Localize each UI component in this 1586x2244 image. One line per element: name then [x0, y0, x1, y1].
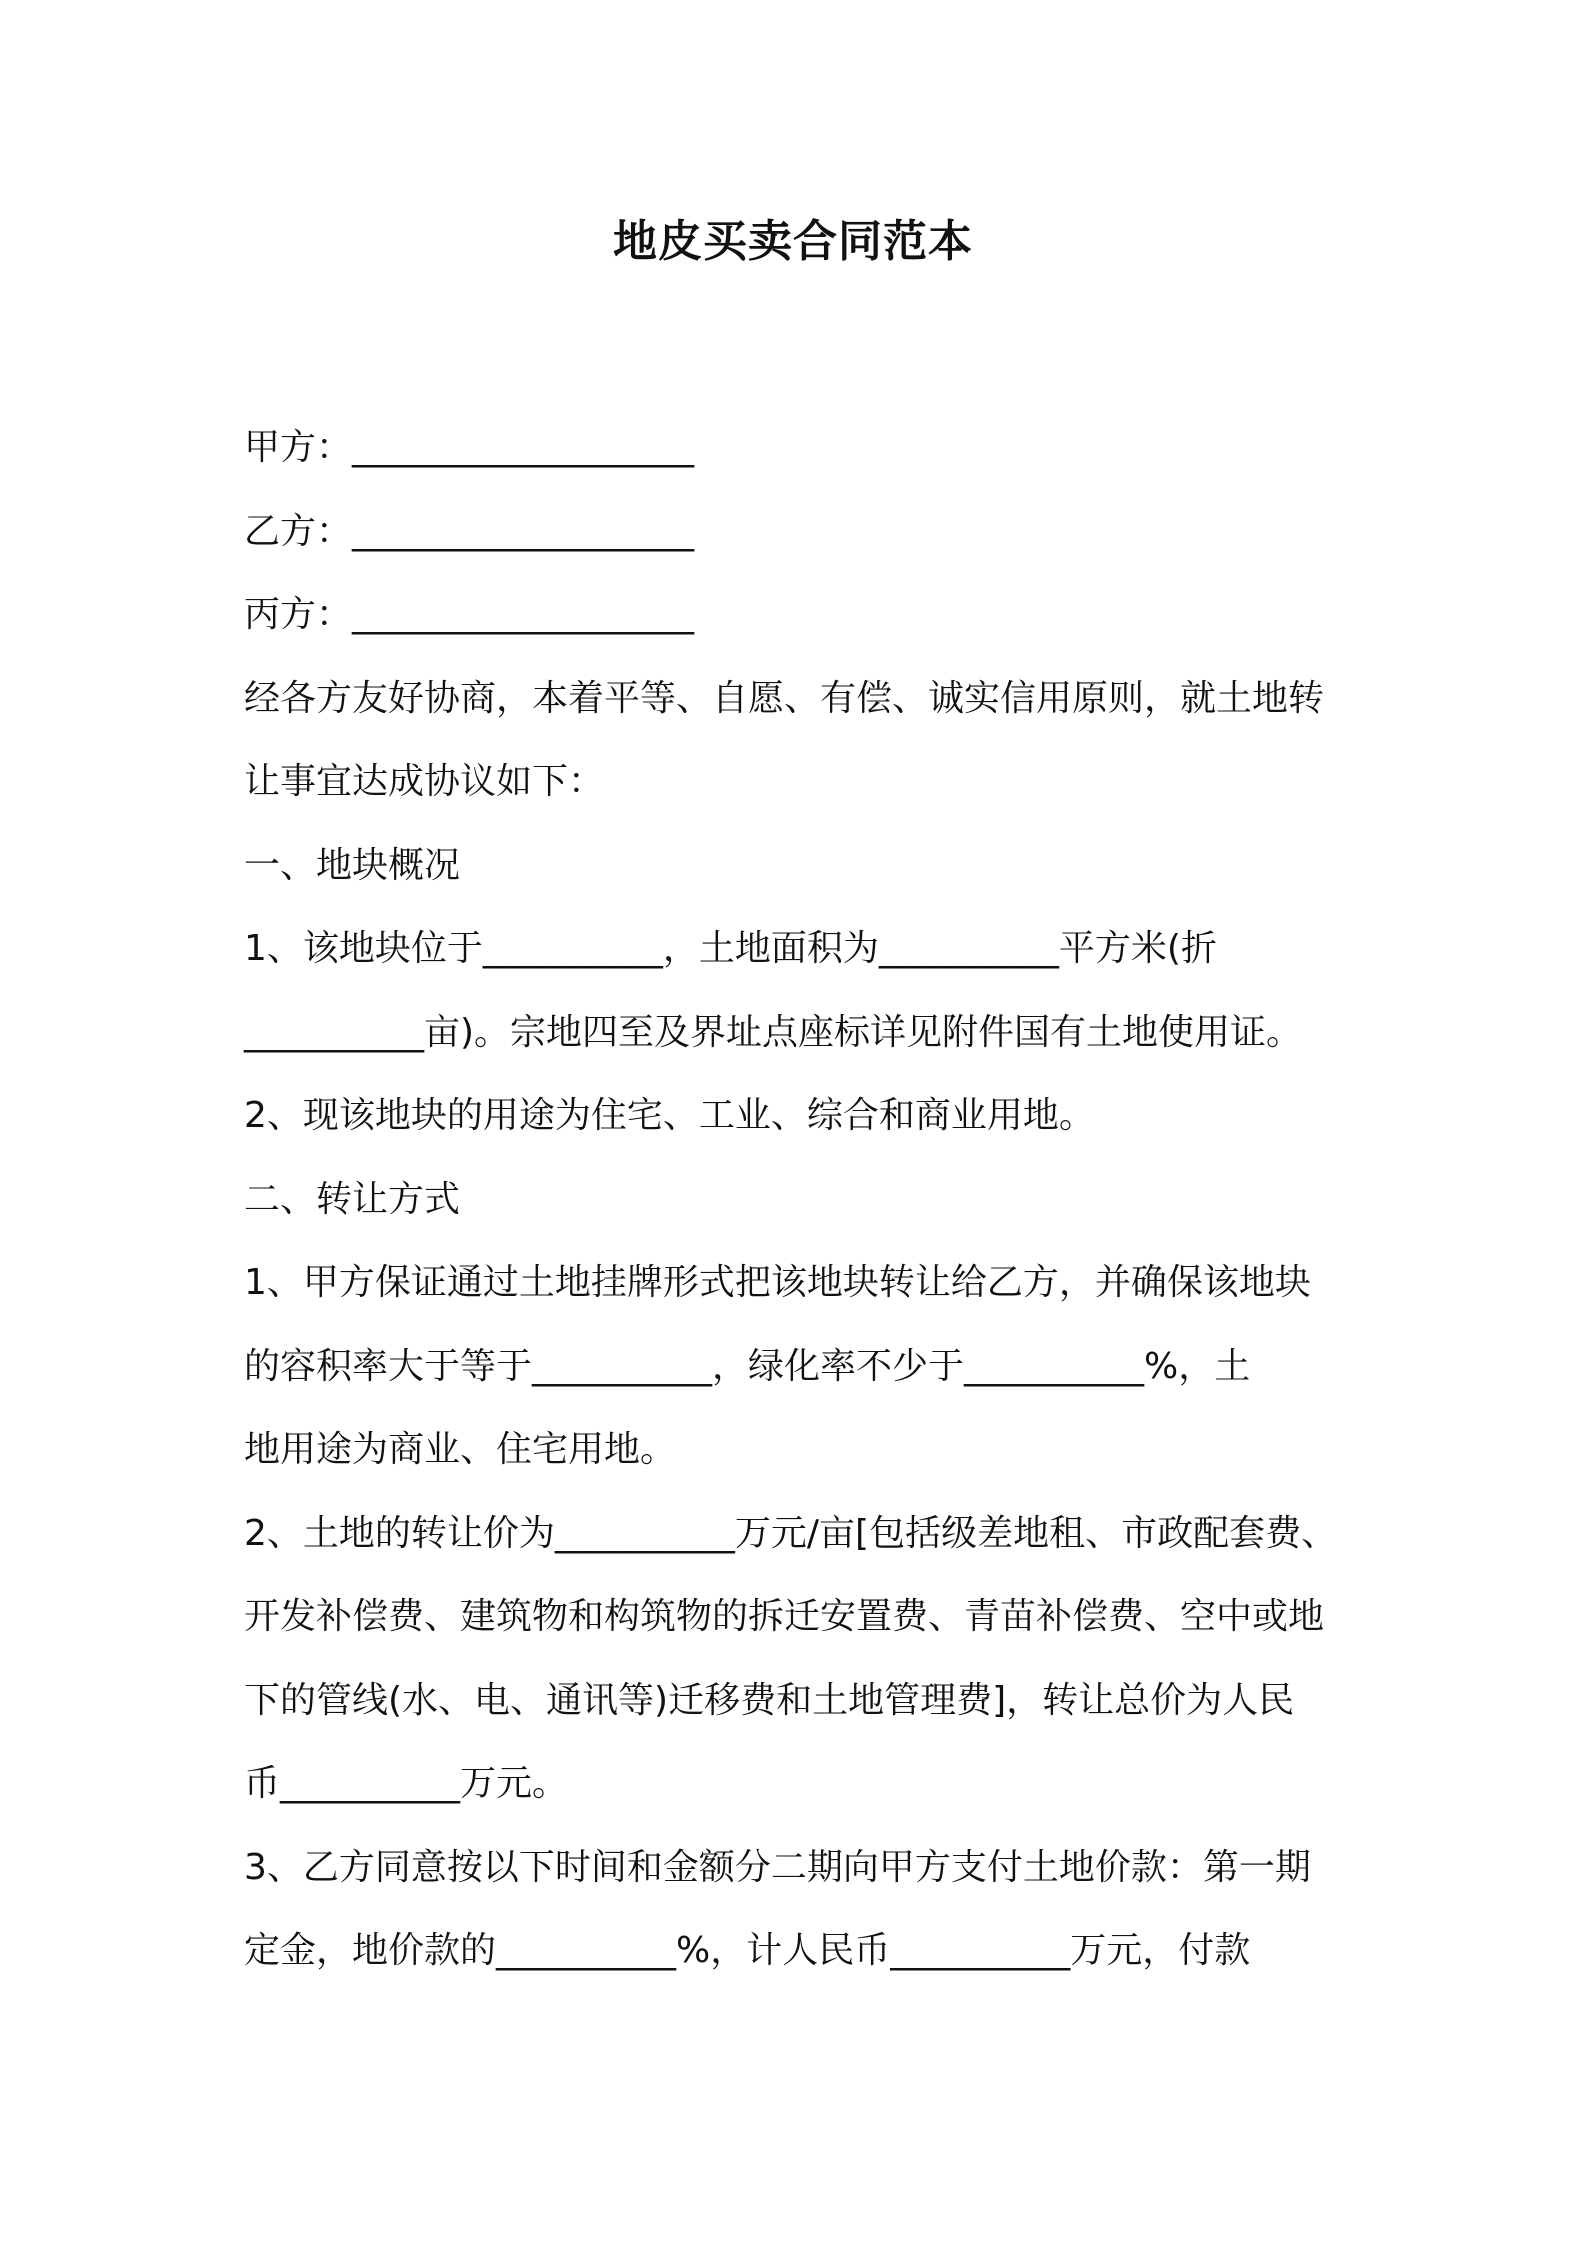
- section-1-heading: 一、地块概况: [244, 844, 461, 886]
- preamble-line-2: 让事宜达成协议如下：: [244, 761, 605, 802]
- preamble-line-1: 经各方友好协商，本着平等、自愿、有偿、诚实信用原则，就土地转: [244, 677, 1325, 719]
- clause-2-3-line-2: 定金，地价款的__________%，计人民币__________万元，付款: [244, 1930, 1251, 1971]
- document-title: 地皮买卖合同范本: [613, 216, 973, 267]
- clause-1-2-line: 2、现该地块的用途为住宅、工业、综合和商业用地。: [244, 1095, 1095, 1136]
- party-c-line: 丙方：___________________: [244, 594, 695, 635]
- party-b-line: 乙方：___________________: [244, 510, 695, 552]
- contract-body: [244, 406, 1354, 1993]
- clause-2-2-line-2: 开发补偿费、建筑物和构筑物的拆迁安置费、青苗补偿费、空中或地: [244, 1596, 1325, 1637]
- clause-1-1-line-1: 1、该地块位于__________，土地面积为__________平方米(折: [244, 928, 1217, 969]
- clause-2-1-line-1: 1、甲方保证通过土地挂牌形式把该地块转让给乙方，并确保该地块: [244, 1262, 1311, 1303]
- party-a-line: 甲方：___________________: [244, 427, 695, 468]
- clause-2-3-line-1: 3、乙方同意按以下时间和金额分二期向甲方支付土地价款：第一期: [244, 1846, 1311, 1888]
- clause-2-1-line-3: 地用途为商业、住宅用地。: [244, 1429, 677, 1470]
- section-2-heading: 二、转让方式: [244, 1178, 461, 1220]
- clause-2-2-line-3: 下的管线(水、电、通讯等)迁移费和土地管理费]，转让总价为人民: [244, 1679, 1295, 1721]
- clause-2-2-line-4: 币__________万元。: [244, 1763, 569, 1804]
- clause-1-1-line-2: __________亩)。宗地四至及界址点座标详见附件国有土地使用证。: [244, 1011, 1303, 1053]
- clause-2-2-line-1: 2、土地的转让价为__________万元/亩[包括级差地租、市政配套费、: [244, 1512, 1338, 1554]
- clause-2-1-line-2: 的容积率大于等于__________，绿化率不少于__________%，土: [244, 1345, 1251, 1387]
